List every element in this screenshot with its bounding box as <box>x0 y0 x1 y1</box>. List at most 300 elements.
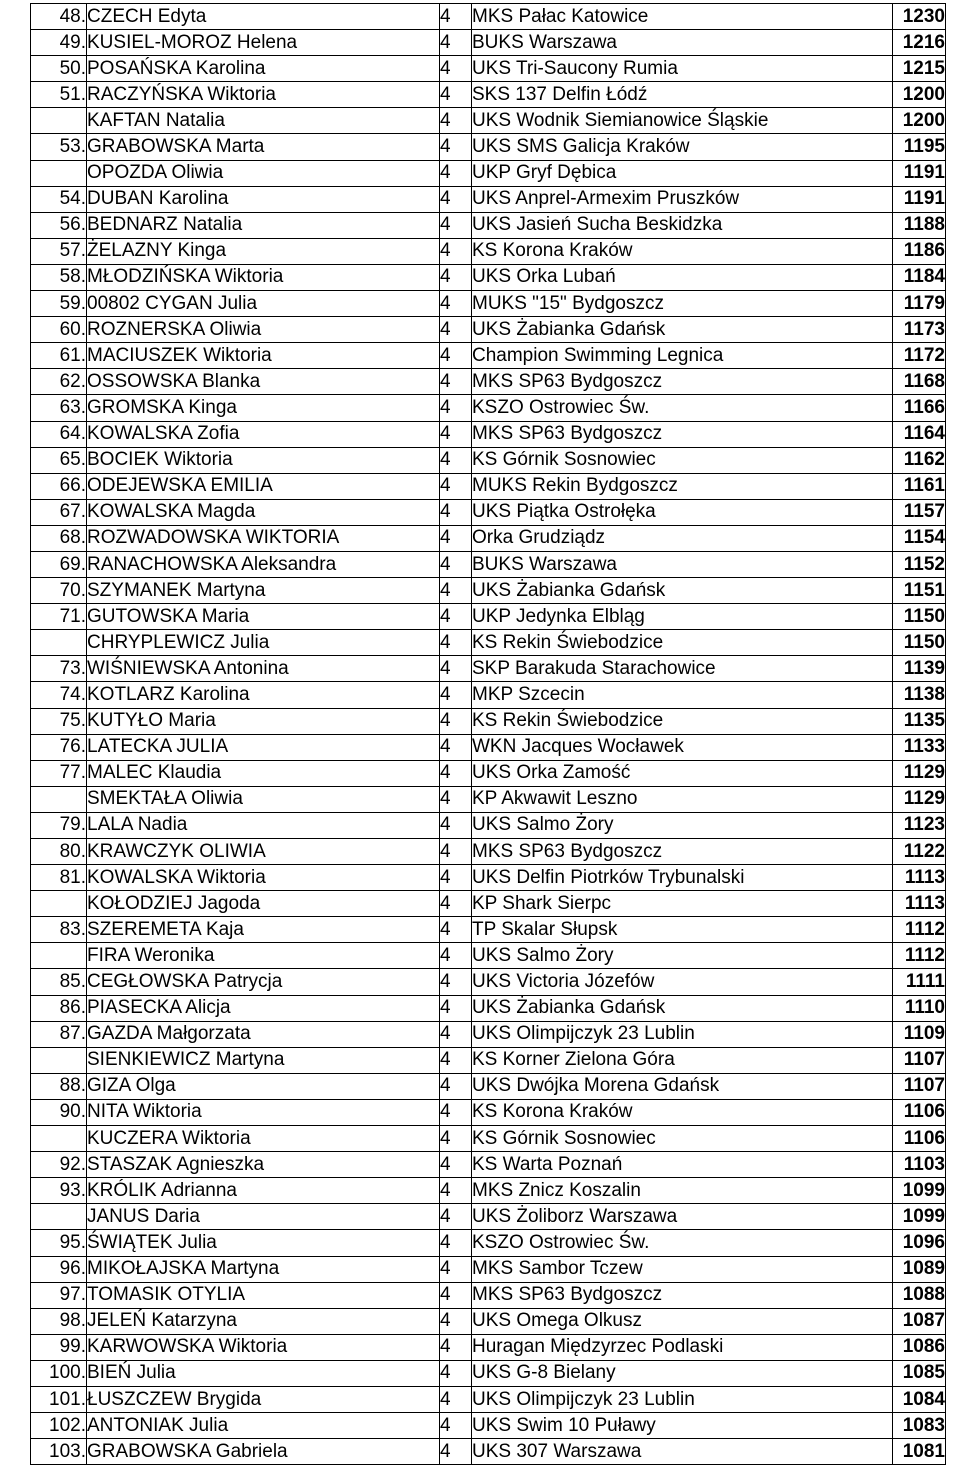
club-cell: WKN Jacques Wocławek <box>472 734 893 760</box>
place-cell: 62. <box>31 369 87 395</box>
place-cell: 99. <box>31 1334 87 1360</box>
club-cell: KP Shark Sierpc <box>472 891 893 917</box>
points-cell: 1112 <box>893 917 946 943</box>
table-row <box>31 395 946 421</box>
table-row <box>31 30 946 56</box>
points-cell: 1106 <box>893 1099 946 1125</box>
place-cell <box>31 943 87 969</box>
points-cell: 1152 <box>893 551 946 577</box>
place-cell <box>31 630 87 656</box>
points-cell: 1129 <box>893 760 946 786</box>
category-cell: 4 <box>440 891 472 917</box>
table-row <box>31 708 946 734</box>
club-cell: MKS Pałac Katowice <box>472 4 893 30</box>
club-cell: UKS Omega Olkusz <box>472 1308 893 1334</box>
points-cell: 1096 <box>893 1230 946 1256</box>
swimmer-name-cell: CHRYPLEWICZ Julia <box>87 630 440 656</box>
table-row <box>31 1073 946 1099</box>
category-cell: 4 <box>440 56 472 82</box>
points-cell: 1083 <box>893 1413 946 1439</box>
category-cell: 4 <box>440 317 472 343</box>
swimmer-name-cell: NITA Wiktoria <box>87 1099 440 1125</box>
club-cell: UKS Salmo Żory <box>472 812 893 838</box>
place-cell: 79. <box>31 812 87 838</box>
place-cell: 74. <box>31 682 87 708</box>
points-cell: 1113 <box>893 891 946 917</box>
table-row <box>31 943 946 969</box>
place-cell: 93. <box>31 1178 87 1204</box>
club-cell: UKS Olimpijczyk 23 Lublin <box>472 1021 893 1047</box>
place-cell: 53. <box>31 134 87 160</box>
points-cell: 1089 <box>893 1256 946 1282</box>
table-row <box>31 812 946 838</box>
place-cell: 71. <box>31 604 87 630</box>
points-cell: 1184 <box>893 264 946 290</box>
swimmer-name-cell: CEGŁOWSKA Patrycja <box>87 969 440 995</box>
club-cell: Champion Swimming Legnica <box>472 343 893 369</box>
swimmer-name-cell: SZYMANEK Martyna <box>87 578 440 604</box>
club-cell: UKS Jasień Sucha Beskidzka <box>472 212 893 238</box>
category-cell: 4 <box>440 578 472 604</box>
category-cell: 4 <box>440 160 472 186</box>
points-cell: 1106 <box>893 1126 946 1152</box>
place-cell: 102. <box>31 1413 87 1439</box>
table-row <box>31 421 946 447</box>
swimmer-name-cell: KOWALSKA Magda <box>87 499 440 525</box>
club-cell: MKS SP63 Bydgoszcz <box>472 1282 893 1308</box>
club-cell: UKS 307 Warszawa <box>472 1439 893 1465</box>
category-cell: 4 <box>440 1047 472 1073</box>
points-cell: 1103 <box>893 1152 946 1178</box>
category-cell: 4 <box>440 4 472 30</box>
swimmer-name-cell: OPOZDA Oliwia <box>87 160 440 186</box>
points-cell: 1186 <box>893 238 946 264</box>
swimmer-name-cell: KOŁODZIEJ Jagoda <box>87 891 440 917</box>
category-cell: 4 <box>440 1439 472 1465</box>
table-row <box>31 1178 946 1204</box>
table-row <box>31 343 946 369</box>
place-cell: 98. <box>31 1308 87 1334</box>
category-cell: 4 <box>440 682 472 708</box>
place-cell: 81. <box>31 865 87 891</box>
points-cell: 1107 <box>893 1047 946 1073</box>
place-cell: 66. <box>31 473 87 499</box>
club-cell: KS Górnik Sosnowiec <box>472 1126 893 1152</box>
club-cell: UKP Gryf Dębica <box>472 160 893 186</box>
club-cell: UKS Orka Lubań <box>472 264 893 290</box>
place-cell: 85. <box>31 969 87 995</box>
swimmer-name-cell: KOTLARZ Karolina <box>87 682 440 708</box>
swimmer-name-cell: 00802 CYGAN Julia <box>87 291 440 317</box>
category-cell: 4 <box>440 238 472 264</box>
category-cell: 4 <box>440 1334 472 1360</box>
category-cell: 4 <box>440 1021 472 1047</box>
ranking-table-body <box>31 4 946 1465</box>
swimmer-name-cell: SIENKIEWICZ Martyna <box>87 1047 440 1073</box>
place-cell: 88. <box>31 1073 87 1099</box>
place-cell: 86. <box>31 995 87 1021</box>
swimmer-name-cell: ODEJEWSKA EMILIA <box>87 473 440 499</box>
category-cell: 4 <box>440 134 472 160</box>
place-cell <box>31 1126 87 1152</box>
category-cell: 4 <box>440 604 472 630</box>
table-row <box>31 891 946 917</box>
swimmer-name-cell: DUBAN Karolina <box>87 186 440 212</box>
swimmer-name-cell: WIŚNIEWSKA Antonina <box>87 656 440 682</box>
place-cell <box>31 1204 87 1230</box>
points-cell: 1215 <box>893 56 946 82</box>
place-cell: 97. <box>31 1282 87 1308</box>
category-cell: 4 <box>440 1126 472 1152</box>
swimmer-name-cell: ROZNERSKA Oliwia <box>87 317 440 343</box>
table-row <box>31 969 946 995</box>
table-row <box>31 1334 946 1360</box>
club-cell: MKS SP63 Bydgoszcz <box>472 839 893 865</box>
place-cell: 75. <box>31 708 87 734</box>
swimmer-name-cell: BIEŃ Julia <box>87 1360 440 1386</box>
points-cell: 1216 <box>893 30 946 56</box>
swimmer-name-cell: GRABOWSKA Gabriela <box>87 1439 440 1465</box>
place-cell: 103. <box>31 1439 87 1465</box>
category-cell: 4 <box>440 1308 472 1334</box>
place-cell: 63. <box>31 395 87 421</box>
points-cell: 1151 <box>893 578 946 604</box>
swimmer-name-cell: JANUS Daria <box>87 1204 440 1230</box>
points-cell: 1150 <box>893 604 946 630</box>
club-cell: KS Korner Zielona Góra <box>472 1047 893 1073</box>
points-cell: 1162 <box>893 447 946 473</box>
category-cell: 4 <box>440 734 472 760</box>
category-cell: 4 <box>440 917 472 943</box>
category-cell: 4 <box>440 421 472 447</box>
category-cell: 4 <box>440 551 472 577</box>
table-row <box>31 604 946 630</box>
club-cell: UKS SMS Galicja Kraków <box>472 134 893 160</box>
points-cell: 1191 <box>893 186 946 212</box>
club-cell: KS Warta Poznań <box>472 1152 893 1178</box>
table-row <box>31 525 946 551</box>
club-cell: MKS SP63 Bydgoszcz <box>472 369 893 395</box>
table-row <box>31 1360 946 1386</box>
points-cell: 1110 <box>893 995 946 1021</box>
category-cell: 4 <box>440 1178 472 1204</box>
club-cell: Huragan Międzyrzec Podlaski <box>472 1334 893 1360</box>
points-cell: 1081 <box>893 1439 946 1465</box>
place-cell: 59. <box>31 291 87 317</box>
category-cell: 4 <box>440 447 472 473</box>
category-cell: 4 <box>440 1230 472 1256</box>
category-cell: 4 <box>440 108 472 134</box>
swimmer-name-cell: KUTYŁO Maria <box>87 708 440 734</box>
table-row <box>31 786 946 812</box>
place-cell: 73. <box>31 656 87 682</box>
club-cell: KS Korona Kraków <box>472 238 893 264</box>
club-cell: Orka Grudziądz <box>472 525 893 551</box>
place-cell: 100. <box>31 1360 87 1386</box>
table-row <box>31 1308 946 1334</box>
points-cell: 1164 <box>893 421 946 447</box>
table-row <box>31 656 946 682</box>
swimmer-name-cell: RACZYŃSKA Wiktoria <box>87 82 440 108</box>
table-row <box>31 473 946 499</box>
swimmer-name-cell: OSSOWSKA Blanka <box>87 369 440 395</box>
swimmer-name-cell: GIZA Olga <box>87 1073 440 1099</box>
table-row <box>31 1099 946 1125</box>
points-cell: 1129 <box>893 786 946 812</box>
swimmer-name-cell: KUSIEL-MOROZ Helena <box>87 30 440 56</box>
table-row <box>31 682 946 708</box>
swimmer-name-cell: ŻELAZNY Kinga <box>87 238 440 264</box>
club-cell: UKS Orka Zamość <box>472 760 893 786</box>
category-cell: 4 <box>440 30 472 56</box>
points-cell: 1154 <box>893 525 946 551</box>
table-row <box>31 1204 946 1230</box>
table-row <box>31 578 946 604</box>
club-cell: MKS SP63 Bydgoszcz <box>472 421 893 447</box>
club-cell: KS Górnik Sosnowiec <box>472 447 893 473</box>
category-cell: 4 <box>440 1386 472 1412</box>
club-cell: MKS Znicz Koszalin <box>472 1178 893 1204</box>
place-cell: 60. <box>31 317 87 343</box>
table-row <box>31 734 946 760</box>
place-cell: 51. <box>31 82 87 108</box>
points-cell: 1099 <box>893 1178 946 1204</box>
table-row <box>31 56 946 82</box>
category-cell: 4 <box>440 1360 472 1386</box>
points-cell: 1122 <box>893 839 946 865</box>
club-cell: UKS Wodnik Siemianowice Śląskie <box>472 108 893 134</box>
swimmer-name-cell: KUCZERA Wiktoria <box>87 1126 440 1152</box>
swimmer-name-cell: BOCIEK Wiktoria <box>87 447 440 473</box>
table-row <box>31 317 946 343</box>
swimmer-name-cell: RANACHOWSKA Aleksandra <box>87 551 440 577</box>
place-cell: 76. <box>31 734 87 760</box>
place-cell: 77. <box>31 760 87 786</box>
swimmer-name-cell: MŁODZIŃSKA Wiktoria <box>87 264 440 290</box>
table-row <box>31 186 946 212</box>
points-cell: 1112 <box>893 943 946 969</box>
category-cell: 4 <box>440 812 472 838</box>
place-cell: 67. <box>31 499 87 525</box>
place-cell: 95. <box>31 1230 87 1256</box>
swimmer-name-cell: KRÓLIK Adrianna <box>87 1178 440 1204</box>
category-cell: 4 <box>440 1413 472 1439</box>
points-cell: 1200 <box>893 82 946 108</box>
swimmer-name-cell: MIKOŁAJSKA Martyna <box>87 1256 440 1282</box>
table-row <box>31 1047 946 1073</box>
category-cell: 4 <box>440 786 472 812</box>
points-cell: 1179 <box>893 291 946 317</box>
club-cell: UKS Victoria Józefów <box>472 969 893 995</box>
category-cell: 4 <box>440 760 472 786</box>
club-cell: BUKS Warszawa <box>472 30 893 56</box>
table-row <box>31 238 946 264</box>
place-cell: 96. <box>31 1256 87 1282</box>
club-cell: UKS Olimpijczyk 23 Lublin <box>472 1386 893 1412</box>
table-row <box>31 1126 946 1152</box>
points-cell: 1166 <box>893 395 946 421</box>
club-cell: SKS 137 Delfin Łódź <box>472 82 893 108</box>
category-cell: 4 <box>440 1256 472 1282</box>
club-cell: UKP Jedynka Elbląg <box>472 604 893 630</box>
points-cell: 1161 <box>893 473 946 499</box>
swimmer-name-cell: KARWOWSKA Wiktoria <box>87 1334 440 1360</box>
table-row <box>31 160 946 186</box>
table-row <box>31 1282 946 1308</box>
table-row <box>31 1413 946 1439</box>
table-row <box>31 1152 946 1178</box>
place-cell: 64. <box>31 421 87 447</box>
points-cell: 1086 <box>893 1334 946 1360</box>
club-cell: UKS Piątka Ostrołęka <box>472 499 893 525</box>
club-cell: TP Skalar Słupsk <box>472 917 893 943</box>
points-cell: 1135 <box>893 708 946 734</box>
points-cell: 1111 <box>893 969 946 995</box>
category-cell: 4 <box>440 291 472 317</box>
points-cell: 1123 <box>893 812 946 838</box>
swimmer-name-cell: KRAWCZYK OLIWIA <box>87 839 440 865</box>
category-cell: 4 <box>440 1073 472 1099</box>
swimmer-name-cell: SMEKTAŁA Oliwia <box>87 786 440 812</box>
points-cell: 1195 <box>893 134 946 160</box>
swimmer-name-cell: LATECKA JULIA <box>87 734 440 760</box>
points-cell: 1173 <box>893 317 946 343</box>
swimmer-name-cell: ŚWIĄTEK Julia <box>87 1230 440 1256</box>
category-cell: 4 <box>440 525 472 551</box>
table-row <box>31 82 946 108</box>
swimmer-name-cell: KOWALSKA Zofia <box>87 421 440 447</box>
swimmer-name-cell: MACIUSZEK Wiktoria <box>87 343 440 369</box>
club-cell: KS Rekin Świebodzice <box>472 708 893 734</box>
club-cell: MKP Szcecin <box>472 682 893 708</box>
club-cell: UKS Dwójka Morena Gdańsk <box>472 1073 893 1099</box>
club-cell: UKS Żabianka Gdańsk <box>472 317 893 343</box>
points-cell: 1139 <box>893 656 946 682</box>
ranking-table <box>30 3 946 1465</box>
place-cell: 54. <box>31 186 87 212</box>
club-cell: KSZO Ostrowiec Św. <box>472 395 893 421</box>
table-row <box>31 212 946 238</box>
category-cell: 4 <box>440 995 472 1021</box>
points-cell: 1168 <box>893 369 946 395</box>
table-row <box>31 630 946 656</box>
place-cell: 83. <box>31 917 87 943</box>
club-cell: KS Rekin Świebodzice <box>472 630 893 656</box>
table-row <box>31 551 946 577</box>
table-row <box>31 108 946 134</box>
swimmer-name-cell: GAZDA Małgorzata <box>87 1021 440 1047</box>
category-cell: 4 <box>440 630 472 656</box>
table-row <box>31 1021 946 1047</box>
table-row <box>31 995 946 1021</box>
place-cell: 80. <box>31 839 87 865</box>
category-cell: 4 <box>440 656 472 682</box>
swimmer-name-cell: ROZWADOWSKA WIKTORIA <box>87 525 440 551</box>
place-cell: 50. <box>31 56 87 82</box>
club-cell: BUKS Warszawa <box>472 551 893 577</box>
club-cell: KP Akwawit Leszno <box>472 786 893 812</box>
club-cell: UKS Salmo Żory <box>472 943 893 969</box>
place-cell: 57. <box>31 238 87 264</box>
category-cell: 4 <box>440 708 472 734</box>
swimmer-name-cell: KAFTAN Natalia <box>87 108 440 134</box>
points-cell: 1191 <box>893 160 946 186</box>
place-cell <box>31 891 87 917</box>
swimmer-name-cell: STASZAK Agnieszka <box>87 1152 440 1178</box>
swimmer-name-cell: GRABOWSKA Marta <box>87 134 440 160</box>
points-cell: 1138 <box>893 682 946 708</box>
place-cell <box>31 108 87 134</box>
swimmer-name-cell: BEDNARZ Natalia <box>87 212 440 238</box>
club-cell: UKS Anprel-Armexim Pruszków <box>472 186 893 212</box>
place-cell <box>31 1047 87 1073</box>
place-cell <box>31 786 87 812</box>
place-cell: 87. <box>31 1021 87 1047</box>
club-cell: UKS Swim 10 Puławy <box>472 1413 893 1439</box>
points-cell: 1150 <box>893 630 946 656</box>
table-row <box>31 865 946 891</box>
category-cell: 4 <box>440 839 472 865</box>
club-cell: MUKS "15" Bydgoszcz <box>472 291 893 317</box>
place-cell: 69. <box>31 551 87 577</box>
category-cell: 4 <box>440 865 472 891</box>
category-cell: 4 <box>440 395 472 421</box>
swimmer-name-cell: JELEŃ Katarzyna <box>87 1308 440 1334</box>
points-cell: 1133 <box>893 734 946 760</box>
table-row <box>31 760 946 786</box>
club-cell: MKS Sambor Tczew <box>472 1256 893 1282</box>
category-cell: 4 <box>440 186 472 212</box>
place-cell: 92. <box>31 1152 87 1178</box>
points-cell: 1085 <box>893 1360 946 1386</box>
table-row <box>31 1386 946 1412</box>
swimmer-name-cell: CZECH Edyta <box>87 4 440 30</box>
club-cell: UKS G-8 Bielany <box>472 1360 893 1386</box>
table-row <box>31 4 946 30</box>
table-row <box>31 291 946 317</box>
place-cell: 49. <box>31 30 87 56</box>
category-cell: 4 <box>440 499 472 525</box>
table-row <box>31 447 946 473</box>
points-cell: 1200 <box>893 108 946 134</box>
place-cell: 101. <box>31 1386 87 1412</box>
points-cell: 1188 <box>893 212 946 238</box>
place-cell <box>31 160 87 186</box>
points-cell: 1230 <box>893 4 946 30</box>
place-cell: 65. <box>31 447 87 473</box>
swimmer-name-cell: LALA Nadia <box>87 812 440 838</box>
category-cell: 4 <box>440 264 472 290</box>
swimmer-name-cell: TOMASIK OTYLIA <box>87 1282 440 1308</box>
table-row <box>31 499 946 525</box>
category-cell: 4 <box>440 212 472 238</box>
points-cell: 1087 <box>893 1308 946 1334</box>
table-row <box>31 1230 946 1256</box>
club-cell: KS Korona Kraków <box>472 1099 893 1125</box>
swimmer-name-cell: SZEREMETA Kaja <box>87 917 440 943</box>
points-cell: 1084 <box>893 1386 946 1412</box>
place-cell: 48. <box>31 4 87 30</box>
table-row <box>31 134 946 160</box>
club-cell: UKS Żabianka Gdańsk <box>472 995 893 1021</box>
swimmer-name-cell: GUTOWSKA Maria <box>87 604 440 630</box>
swimmer-name-cell: PIASECKA Alicja <box>87 995 440 1021</box>
points-cell: 1157 <box>893 499 946 525</box>
swimmer-name-cell: KOWALSKA Wiktoria <box>87 865 440 891</box>
swimmer-name-cell: ŁUSZCZEW Brygida <box>87 1386 440 1412</box>
club-cell: UKS Żoliborz Warszawa <box>472 1204 893 1230</box>
points-cell: 1172 <box>893 343 946 369</box>
